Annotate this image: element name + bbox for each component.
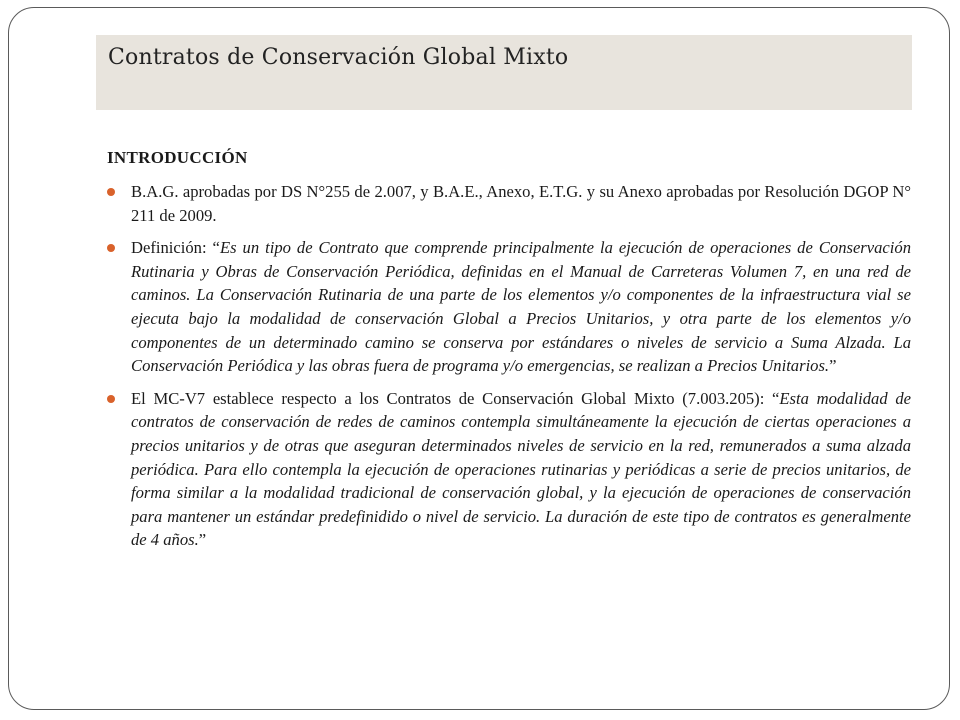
slide-content — [107, 148, 911, 561]
bullet-lead: El MC-V7 establece respecto a los Contratos de Conservación Global Mixto (7.003.205): “ — [131, 388, 780, 408]
title-bar — [96, 35, 912, 110]
bullet-list — [107, 180, 911, 552]
bullet-item-mc-v7 — [107, 387, 911, 552]
bullet-tail: ” — [829, 356, 837, 376]
bullet-item-bag — [107, 180, 911, 227]
section-heading: INTRODUCCIÓN — [107, 148, 248, 167]
bullet-quote: Esta modalidad de contratos de conservación de redes de caminos contempla simultáneamente la ejecución de ciertas operaciones a precios unitarios y de otras que aseguran determinados niveles de servicio en la red, remunerados a suma alzada periódica. Para ello contempla la ejecución de operaciones rutinarias y periódicas a serie de precios unitarios, de forma similar a la modalidad tradicional de conservación global, y la ejecución de operaciones de conservación para mantener un estándar predefinidido o nivel de servicio. La duración de este tipo de contratos es generalmente de 4 años. — [131, 388, 911, 550]
bullet-dot-icon — [107, 244, 115, 252]
slide-title: Contratos de Conservación Global Mixto — [108, 45, 569, 70]
bullet-lead: Definición: “ — [131, 238, 220, 258]
bullet-item-definicion — [107, 236, 911, 378]
bullet-dot-icon — [107, 395, 115, 403]
bullet-quote: Es un tipo de Contrato que comprende principalmente la ejecución de operaciones de Conservación Rutinaria y Obras de Conservación Periódica, definidas en el Manual de Carreteras Volumen 7, en una red de caminos. La Conservación Rutinaria de una parte de los elementos y/o componentes de la infraestructura vial se ejecuta bajo la modalidad de conservación Global a Precios Unitarios, y otra parte de los elementos y/o componentes de un determinado camino se conserva por estándares o niveles de servicio a Suma Alzada. La Conservación Periódica y las obras fuera de programa y/o emergencias, se realizan a Precios Unitarios. — [131, 238, 911, 376]
bullet-text: B.A.G. aprobadas por DS N°255 de 2.007, y B.A.E., Anexo, E.T.G. y su Anexo aprobadas por Resolución DGOP N° 211 de 2009. — [131, 182, 911, 225]
bullet-dot-icon — [107, 188, 115, 196]
bullet-tail: ” — [198, 530, 207, 550]
